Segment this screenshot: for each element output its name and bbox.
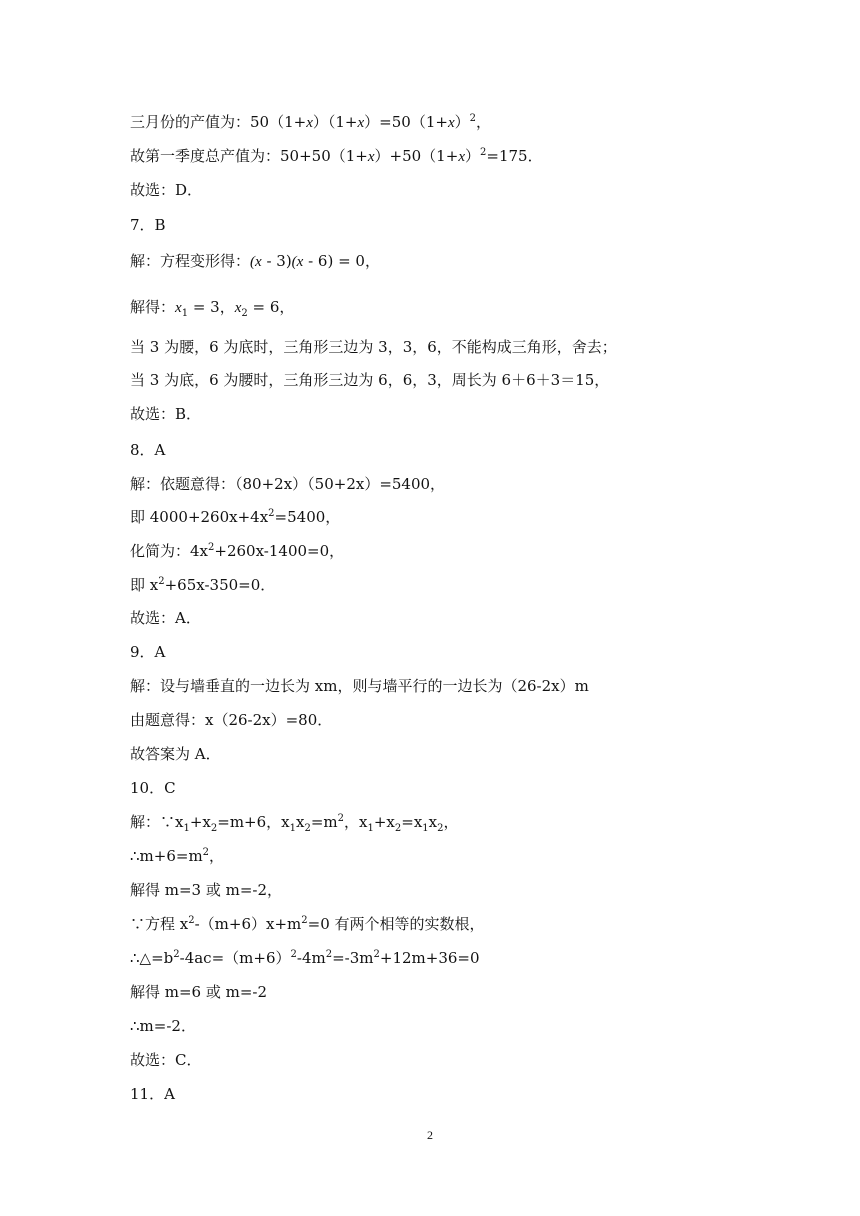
text-line: $\therefore\triangle=b^2-4ac=(m+6)^2-4m^2=-3m^2+12m+36=0$ [130, 949, 480, 967]
text-line: 故选：D． [130, 181, 203, 199]
text-line: 当 3 为底，6 为腰时，三角形三边为 6，6，3，周长为 6＋6＋3＝15， [130, 371, 610, 389]
text-line: 解得 m=6 或 m=-2 [130, 983, 268, 1001]
page-number: 2 [427, 1128, 433, 1142]
text-line: 即 $x^2+65x-350=0$． [130, 576, 276, 594]
text-line: 9．A [130, 643, 166, 661]
text-line: 8．A [130, 441, 166, 459]
text-line: 解得 m=3 或 m=-2， [130, 881, 283, 899]
text-line: 故第一季度总产值为：$50+50(1+x)+50(1+x)^2=175$． [130, 147, 543, 165]
text-line: 解：$\because x_1+x_2=m+6$，$x_1x_2=m^2$，$x_1+x_2=x_1x_2$， [130, 813, 459, 834]
text-line: 7．B [130, 216, 166, 234]
text-line: 由题意得：x（26-2x）=80． [130, 711, 333, 729]
text-line: 故选：B． [130, 405, 202, 423]
text-line: ∴m=-2． [130, 1017, 196, 1035]
text-line: 化简为：$4x^2+260x-1400=0$， [130, 542, 345, 560]
text-line: 故选：C． [130, 1051, 202, 1069]
text-line: 11．A [130, 1085, 175, 1103]
text-line: 故答案为 A． [130, 745, 221, 763]
text-line: $\therefore m+6=m^2$， [130, 847, 225, 865]
text-line: 三月份的产值为：$50(1+x)(1+x)=50(1+x)^2$， [130, 113, 492, 131]
text-line: 当 3 为腰，6 为底时，三角形三边为 3，3，6，不能构成三角形，舍去； [130, 338, 617, 356]
text-line: 解得：$x_1 = 3$，$x_2 = 6$， [130, 298, 295, 319]
text-line: 即 $4000+260x+4x^2=5400$， [130, 508, 341, 526]
text-line: 解：方程变形得：(x - 3)(x - 6) = 0， [130, 252, 380, 270]
text-line: 解：依题意得：（80+2x）（50+2x）=5400， [130, 475, 446, 493]
text-line: 故选：A． [130, 609, 201, 627]
text-line: ∵方程 $x^2-(m+6)x+m^2=0$ 有两个相等的实数根， [130, 915, 485, 933]
text-line: 10．C [130, 779, 176, 797]
text-line: 解：设与墙垂直的一边长为 xm，则与墙平行的一边长为（26-2x）m [130, 677, 589, 695]
